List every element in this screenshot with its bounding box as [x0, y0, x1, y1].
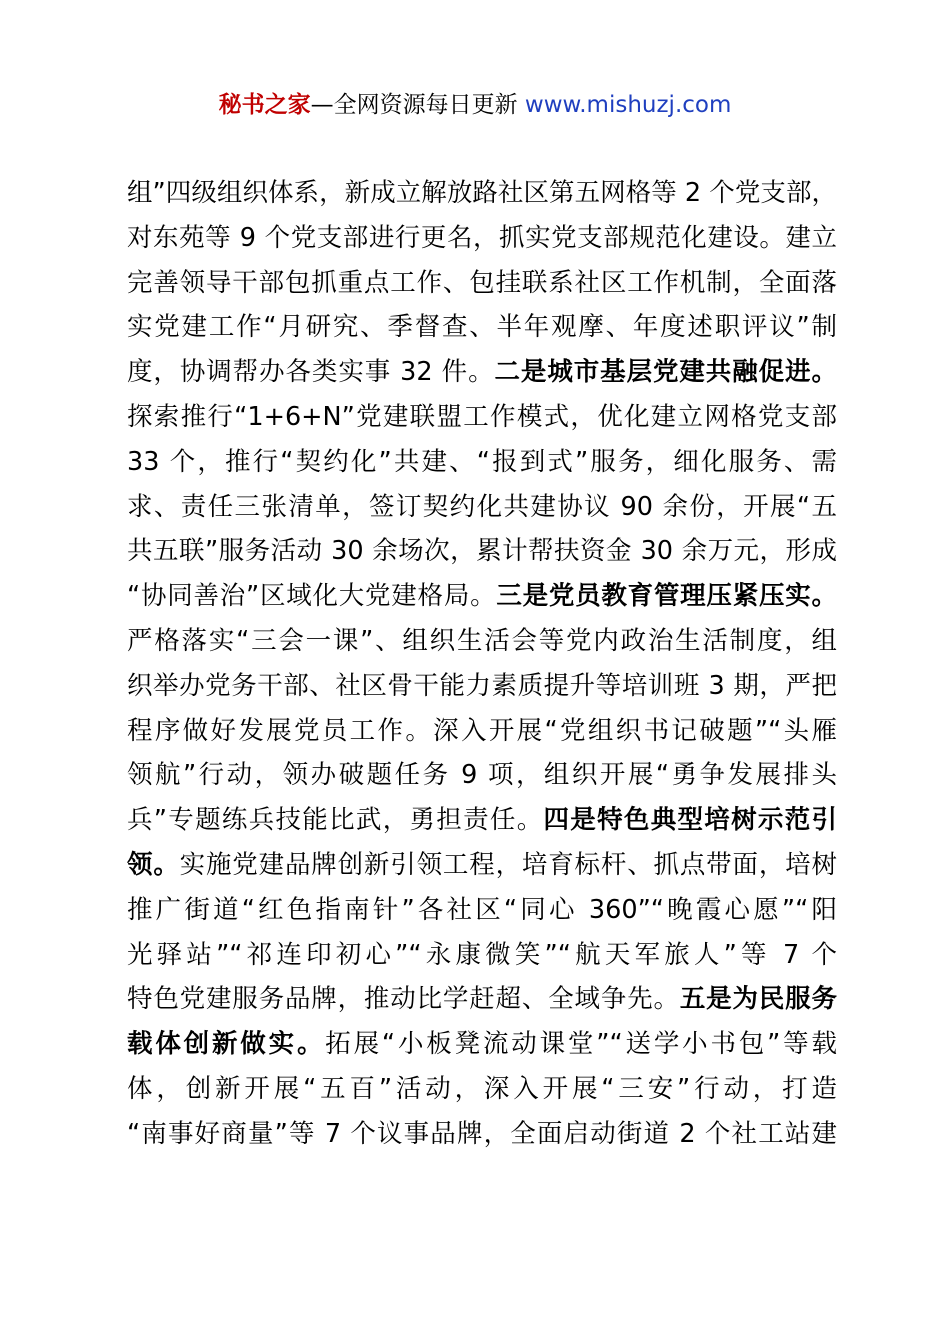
- text-line: [127, 350, 837, 395]
- text-line: [127, 933, 837, 978]
- text-line: [127, 753, 837, 798]
- text-segment: 拓展“小板凳流动课堂”“送学小书包”等载: [325, 1029, 837, 1060]
- text-segment: 求、责任三张清单，签订契约化共建协议 90 余份，开展“五: [127, 491, 837, 522]
- text-segment: 实施党建品牌创新引领工程，培育标杆、抓点带面，培树: [179, 849, 837, 880]
- text-segment: 程序做好发展党员工作。深入开展“党组织书记破题”“头雁: [127, 715, 837, 746]
- text-line: [127, 261, 837, 306]
- bold-heading-segment: 五是为民服务: [679, 984, 837, 1015]
- text-segment: 特色党建服务品牌，推动比学赶超、全域争先。: [127, 984, 680, 1015]
- text-line: [127, 619, 837, 664]
- text-segment: 推广街道“红色指南针”各社区“同心 360”“晚霞心愿”“阳: [127, 894, 837, 925]
- bold-heading-segment: 三是党员教育管理压紧压实。: [496, 581, 837, 612]
- text-segment: 组”四级组织体系，新成立解放路社区第五网格等 2 个党支部，: [127, 178, 837, 208]
- bold-heading-segment: 领。: [127, 849, 180, 880]
- text-line: [127, 977, 837, 1022]
- text-line: [127, 395, 837, 440]
- text-line: [127, 529, 837, 574]
- text-line: [127, 1022, 837, 1067]
- site-brand: 秘书之家: [218, 92, 311, 118]
- text-segment: 严格落实“三会一课”、组织生活会等党内政治生活制度，组: [127, 625, 837, 656]
- text-segment: 探索推行“1+6+N”党建联盟工作模式，优化建立网格党支部: [127, 401, 837, 432]
- document-body: [127, 171, 837, 1157]
- text-line: [127, 574, 837, 619]
- text-segment: 兵”专题练兵技能比武，勇担责任。: [127, 805, 544, 836]
- text-line: [127, 1112, 837, 1157]
- text-segment: 共五联”服务活动 30 余场次，累计帮扶资金 30 余万元，形成: [127, 536, 837, 567]
- text-segment: “协同善治”区域化大党建格局。: [127, 581, 497, 612]
- text-line: [127, 1067, 837, 1112]
- site-url-link[interactable]: www.mishuzj.com: [524, 92, 732, 118]
- text-segment: 实党建工作“月研究、季督查、半年观摩、年度述职评议”制: [127, 312, 837, 343]
- text-line: [127, 664, 837, 709]
- text-line: [127, 888, 837, 933]
- text-segment: 完善领导干部包抓重点工作、包挂联系社区工作机制，全面落: [127, 267, 837, 298]
- text-segment: 光驿站”“祁连印初心”“永康微笑”“航天军旅人”等 7 个: [127, 939, 837, 970]
- text-line: [127, 843, 837, 888]
- site-header: [0, 88, 950, 122]
- text-segment: 织举办党务干部、社区骨干能力素质提升等培训班 3 期，严把: [127, 670, 837, 701]
- text-segment: 度，协调帮办各类实事 32 件。: [127, 357, 495, 388]
- text-segment: 领航”行动，领办破题任务 9 项，组织开展“勇争发展排头: [127, 760, 837, 791]
- bold-heading-segment: 载体创新做实。: [127, 1029, 326, 1060]
- text-segment: 体，创新开展“五百”活动，深入开展“三安”行动，打造: [127, 1073, 837, 1104]
- text-segment: “南事好商量”等 7 个议事品牌，全面启动街道 2 个社工站建: [127, 1118, 837, 1149]
- text-line: [127, 440, 837, 485]
- text-line: [127, 216, 837, 261]
- text-line: [127, 798, 837, 843]
- bold-heading-segment: 四是特色典型培树示范引: [543, 805, 837, 836]
- text-line: [127, 485, 837, 530]
- text-line: [127, 305, 837, 350]
- text-segment: 对东苑等 9 个党支部进行更名，抓实党支部规范化建设。建立: [127, 222, 837, 253]
- text-line: [127, 709, 837, 754]
- text-segment: 33 个，推行“契约化”共建、“报到式”服务，细化服务、需: [127, 446, 837, 477]
- text-line: [127, 171, 837, 216]
- site-tagline: —全网资源每日更新: [310, 92, 525, 118]
- bold-heading-segment: 二是城市基层党建共融促进。: [494, 357, 837, 388]
